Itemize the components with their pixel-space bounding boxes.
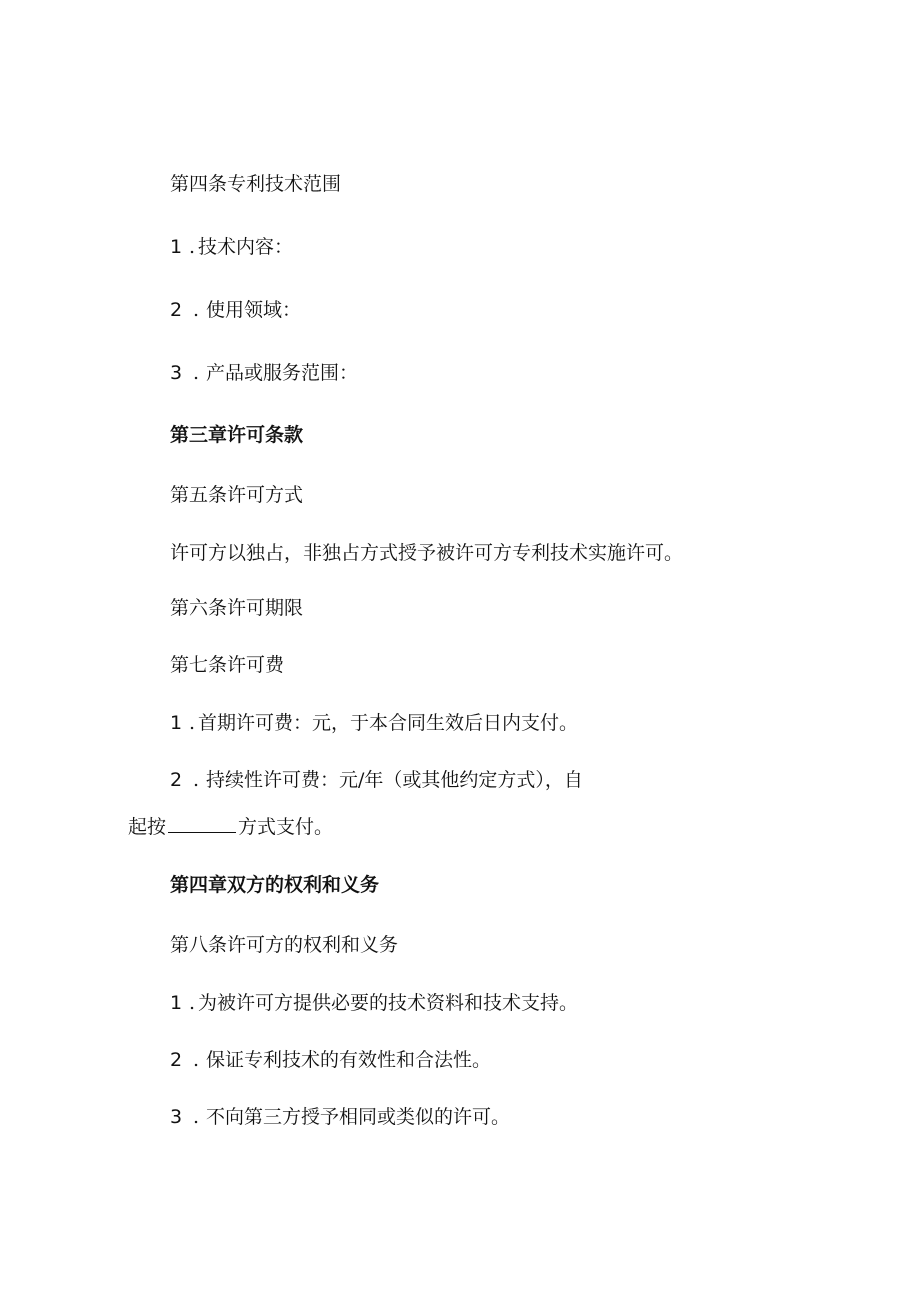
article-8-item-1 [170,990,578,1016]
item-text: 首期许可费：元，于本合同生效后日内支付。 [198,712,579,734]
item-number: 2 [170,769,183,791]
article-title-text: 第七条许可费 [170,654,285,676]
continuation-text-before: 起按 [128,816,167,838]
chapter-4-heading [170,872,379,898]
item-dot: . [188,992,196,1014]
item-number: 2 [170,1049,183,1071]
item-dot: . [188,712,196,734]
fill-in-blank[interactable] [168,814,236,833]
item-text: 不向第三方授予相同或类似的许可。 [206,1106,511,1128]
article-title-text: 第六条许可期限 [170,597,304,619]
item-text: 技术内容： [198,236,294,258]
chapter-heading-text: 第四章双方的权利和义务 [170,874,380,896]
article-7-item-2-continuation [128,814,333,840]
item-dot: . [192,1049,200,1071]
item-number: 1 [170,992,183,1014]
article-5-title [170,482,303,508]
article-8-title [170,932,398,958]
item-text: 产品或服务范围： [206,362,359,384]
item-number: 1 [170,712,183,734]
item-text: 保证专利技术的有效性和合法性。 [206,1049,492,1071]
article-8-item-3 [170,1104,510,1130]
item-number: 3 [170,1106,183,1128]
item-dot: . [192,1106,200,1128]
chapter-heading-text: 第三章许可条款 [170,424,304,446]
article-6-title [170,595,303,621]
item-dot: . [192,362,200,384]
item-number: 1 [170,236,183,258]
article-7-item-1 [170,710,578,736]
item-text: 为被许可方提供必要的技术资料和技术支持。 [198,992,579,1014]
article-4-item-2 [170,297,301,323]
article-title-text: 第四条专利技术范围 [170,173,342,195]
item-text: 使用领域： [206,299,302,321]
item-number: 2 [170,299,183,321]
article-7-title [170,652,284,678]
article-title-text: 第五条许可方式 [170,484,304,506]
item-text: 持续性许可费：元/年（或其他约定方式），自 [206,769,583,791]
article-4-item-3 [170,360,358,386]
item-dot: . [188,236,196,258]
article-7-item-2 [170,767,583,793]
paragraph-text: 许可方以独占，非独占方式授予被许可方专利技术实施许可。 [170,542,684,564]
item-number: 3 [170,362,183,384]
item-dot: . [192,769,200,791]
item-dot: . [192,299,200,321]
article-8-item-2 [170,1047,491,1073]
article-4-item-1 [170,234,293,260]
article-4-title [170,171,341,197]
chapter-3-heading [170,422,303,448]
article-5-body [170,540,683,566]
continuation-text-after: 方式支付。 [238,816,334,838]
article-title-text: 第八条许可方的权利和义务 [170,934,399,956]
